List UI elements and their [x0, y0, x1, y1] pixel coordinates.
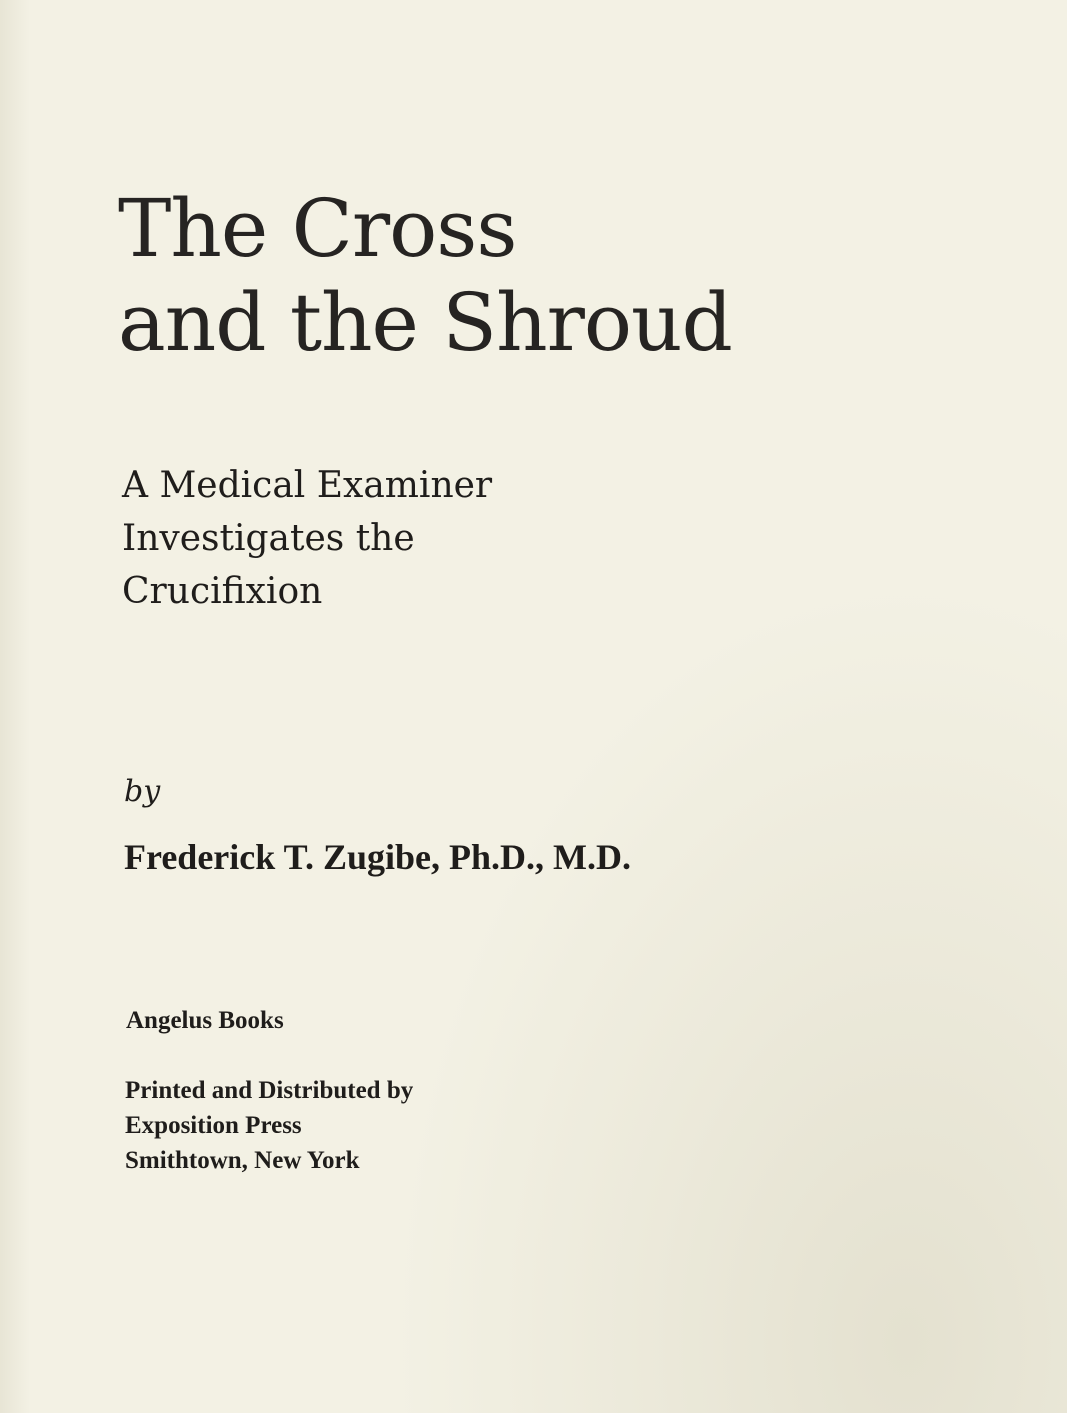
book-title-line-2: and the Shroud: [118, 276, 732, 369]
book-subtitle: [122, 459, 492, 618]
book-title-line-1: The Cross: [118, 182, 517, 275]
subtitle-line-2: Investigates the: [122, 518, 415, 559]
printer-line-1: Printed and Distributed by: [125, 1077, 414, 1104]
printer-line-3: Smithtown, New York: [125, 1147, 360, 1174]
printer-line-2: Exposition Press: [125, 1112, 302, 1139]
book-title: [118, 182, 732, 370]
publisher-name: Angelus Books: [126, 1007, 284, 1034]
byline: by: [124, 774, 161, 809]
printer-info: [125, 1073, 413, 1178]
subtitle-line-1: A Medical Examiner: [122, 465, 493, 506]
author-name: Frederick T. Zugibe, Ph.D., M.D.: [124, 837, 631, 877]
subtitle-line-3: Crucifixion: [122, 571, 323, 612]
